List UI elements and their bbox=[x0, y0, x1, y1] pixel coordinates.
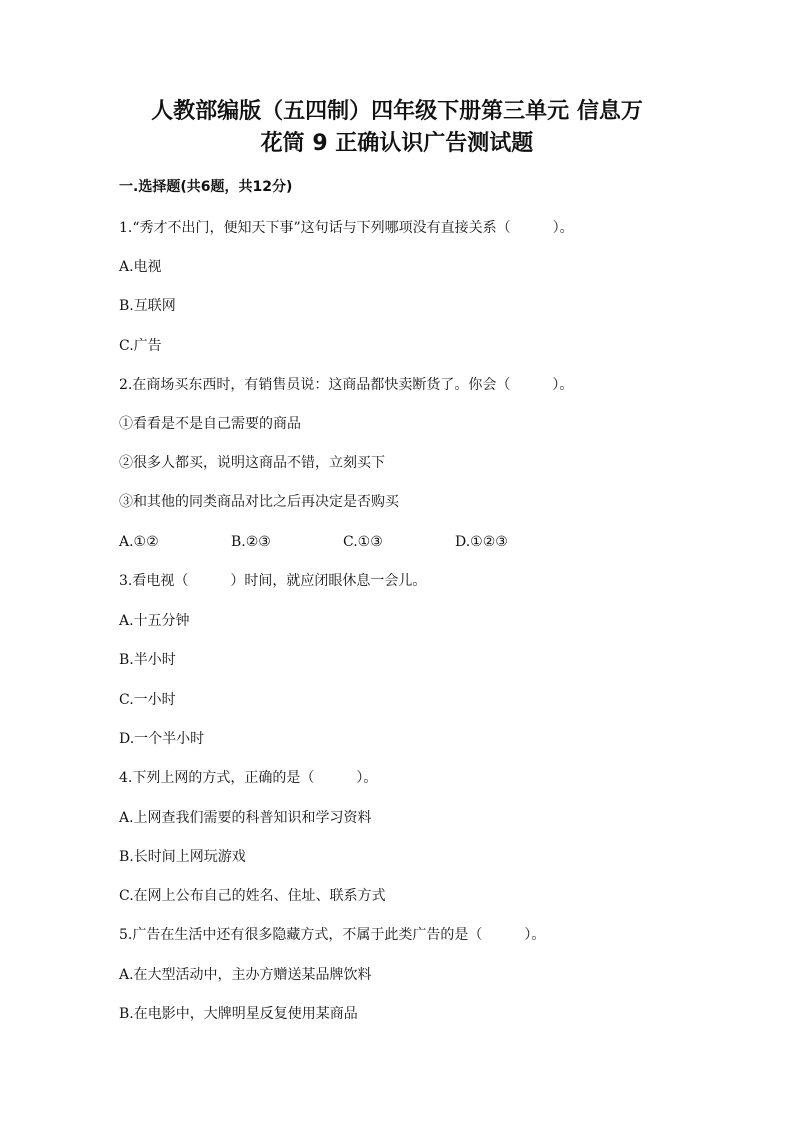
section-heading: 一.选择题(共6题，共12分) bbox=[119, 179, 293, 195]
question-5-option-b: B.在电影中，大牌明星反复使用某商品 bbox=[119, 1006, 358, 1022]
question-5-stem: 5.广告在生活中还有很多隐藏方式，不属于此类广告的是（ ）。 bbox=[119, 927, 546, 943]
question-2-option-a: A.①② bbox=[119, 534, 159, 550]
question-2-statement-3: ③和其他的同类商品对比之后再决定是否购买 bbox=[119, 494, 399, 510]
question-5-option-a: A.在大型活动中，主办方赠送某品牌饮料 bbox=[119, 967, 372, 983]
question-4-option-a: A.上网查我们需要的科普知识和学习资料 bbox=[119, 810, 372, 826]
question-3-stem: 3.看电视（ ）时间，就应闭眼休息一会儿。 bbox=[119, 573, 427, 589]
question-4-option-b: B.长时间上网玩游戏 bbox=[119, 849, 246, 865]
title-line-2: 花筒 9 正确认识广告测试题 bbox=[260, 131, 534, 156]
question-2-statement-2: ②很多人都买，说明这商品不错，立刻买下 bbox=[119, 455, 385, 471]
question-2-option-b: B.②③ bbox=[231, 534, 271, 550]
question-3-option-a: A.十五分钟 bbox=[119, 613, 190, 629]
question-2-stem: 2.在商场买东西时，有销售员说：这商品都快卖断货了。你会（ ）。 bbox=[119, 377, 574, 393]
title-line-1: 人教部编版（五四制）四年级下册第三单元 信息万 bbox=[151, 99, 643, 124]
question-4-option-c: C.在网上公布自己的姓名、住址、联系方式 bbox=[119, 888, 386, 904]
question-3-option-d: D.一个半小时 bbox=[119, 731, 205, 747]
question-2-option-d: D.①②③ bbox=[455, 534, 508, 550]
question-4-stem: 4.下列上网的方式，正确的是（ ）。 bbox=[119, 770, 378, 786]
question-1-stem: 1.“秀才不出门，便知天下事”这句话与下列哪项没有直接关系（ ）。 bbox=[119, 220, 574, 236]
question-1-option-c: C.广告 bbox=[119, 338, 162, 354]
question-2-option-c: C.①③ bbox=[343, 534, 383, 550]
question-3-option-c: C.一小时 bbox=[119, 692, 176, 708]
question-3-option-b: B.半小时 bbox=[119, 652, 176, 668]
question-1-option-b: B.互联网 bbox=[119, 298, 176, 314]
question-2-statement-1: ①看看是不是自己需要的商品 bbox=[119, 416, 301, 432]
question-1-option-a: A.电视 bbox=[119, 259, 162, 275]
